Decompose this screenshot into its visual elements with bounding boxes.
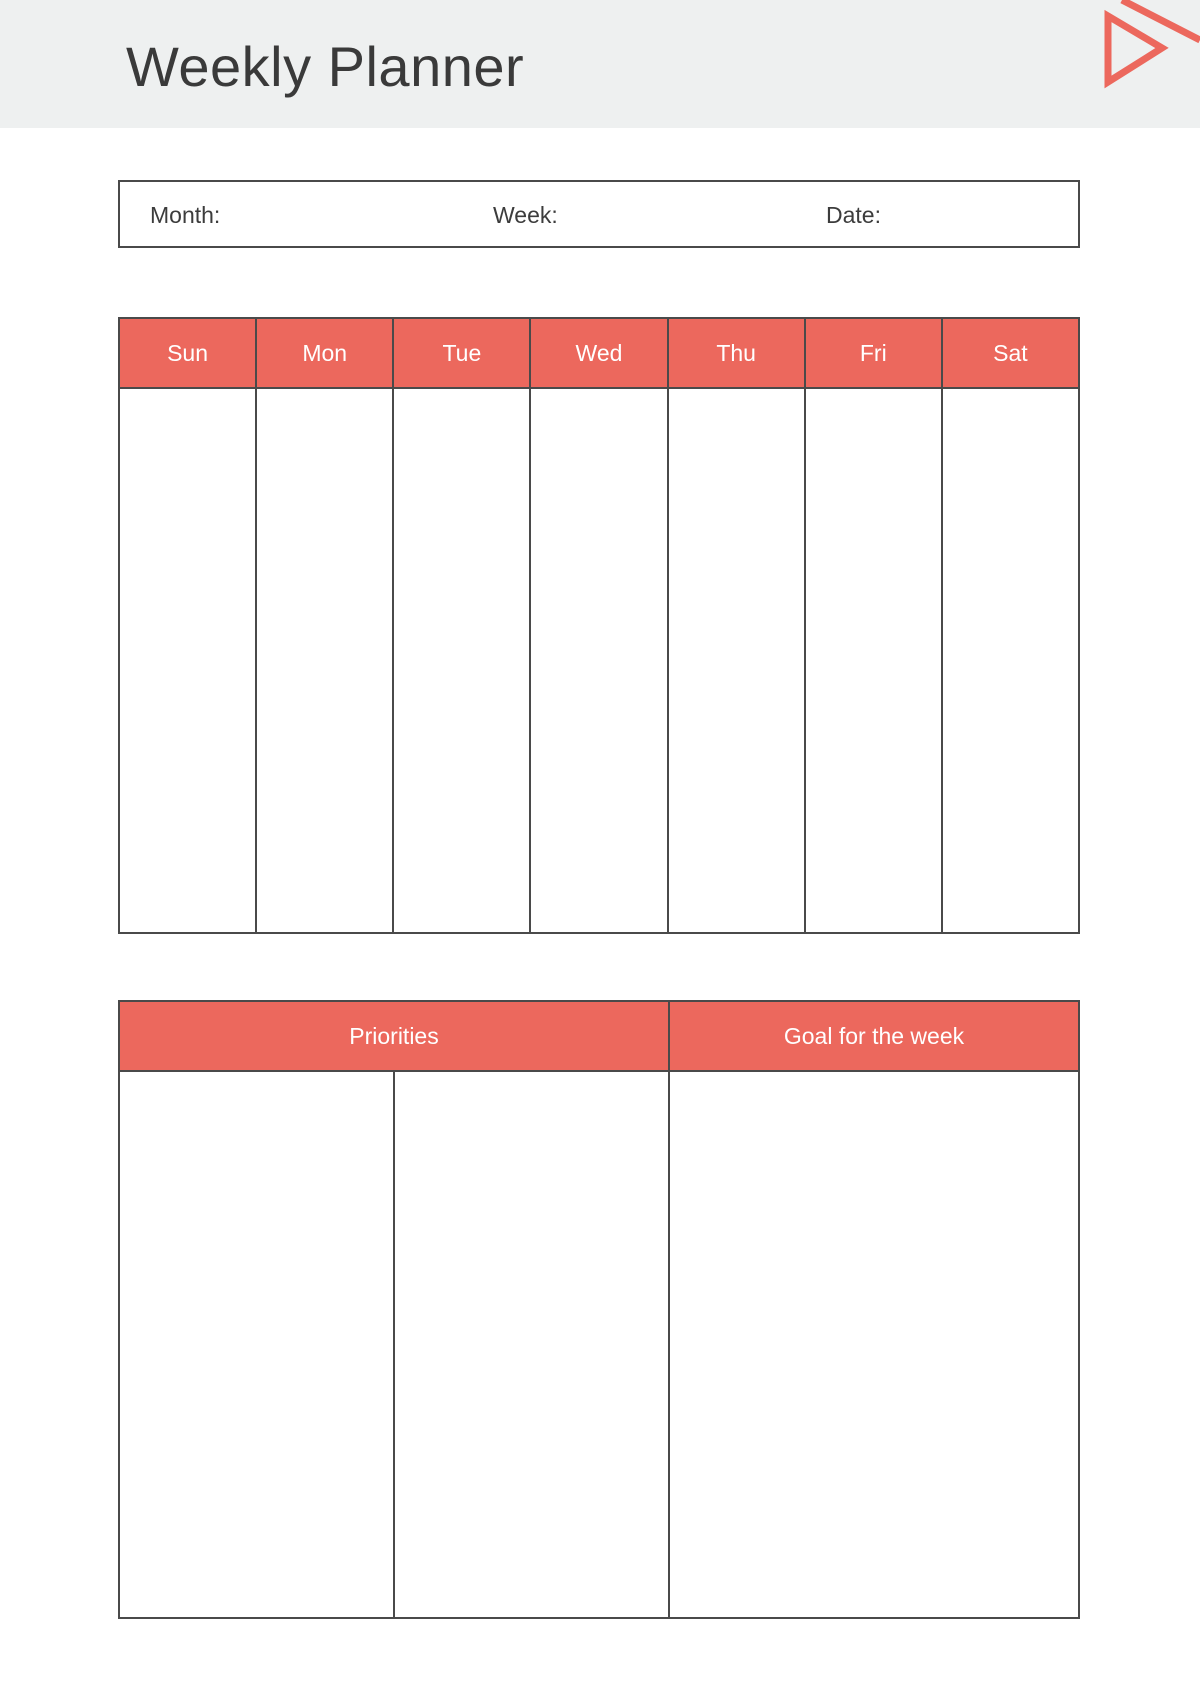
day-cell-tue[interactable] [392, 389, 529, 932]
day-cell-thu[interactable] [667, 389, 804, 932]
week-label: Week: [493, 202, 558, 228]
bottom-header-row [120, 1002, 1078, 1072]
day-header-tue: Tue [392, 319, 529, 387]
week-table [118, 317, 1080, 934]
day-header-sat: Sat [941, 319, 1078, 387]
goal-header: Goal for the week [668, 1002, 1078, 1070]
day-header-sun: Sun [167, 339, 209, 366]
priorities-cell-left[interactable] [120, 1072, 393, 1617]
date-label: Date: [826, 202, 881, 228]
week-header-row [120, 319, 1078, 389]
month-label: Month: [150, 202, 221, 228]
day-header-wed: Wed [529, 319, 666, 387]
goal-cell[interactable] [668, 1072, 1078, 1617]
page-title: Weekly Planner [126, 35, 525, 98]
priorities-header: Priorities [349, 1022, 439, 1049]
priorities-cell-right[interactable] [393, 1072, 668, 1617]
day-cell-sun[interactable] [120, 389, 255, 932]
play-triangle-icon [1100, 0, 1200, 100]
info-box [118, 180, 1080, 248]
day-cell-fri[interactable] [804, 389, 941, 932]
priorities-goal-table [118, 1000, 1080, 1619]
day-header-mon: Mon [255, 319, 392, 387]
week-body [120, 389, 1078, 932]
priorities-area [120, 1072, 668, 1617]
day-header-thu: Thu [667, 319, 804, 387]
day-cell-mon[interactable] [255, 389, 392, 932]
day-header-fri: Fri [804, 319, 941, 387]
bottom-body [120, 1072, 1078, 1617]
day-cell-sat[interactable] [941, 389, 1078, 932]
day-cell-wed[interactable] [529, 389, 666, 932]
